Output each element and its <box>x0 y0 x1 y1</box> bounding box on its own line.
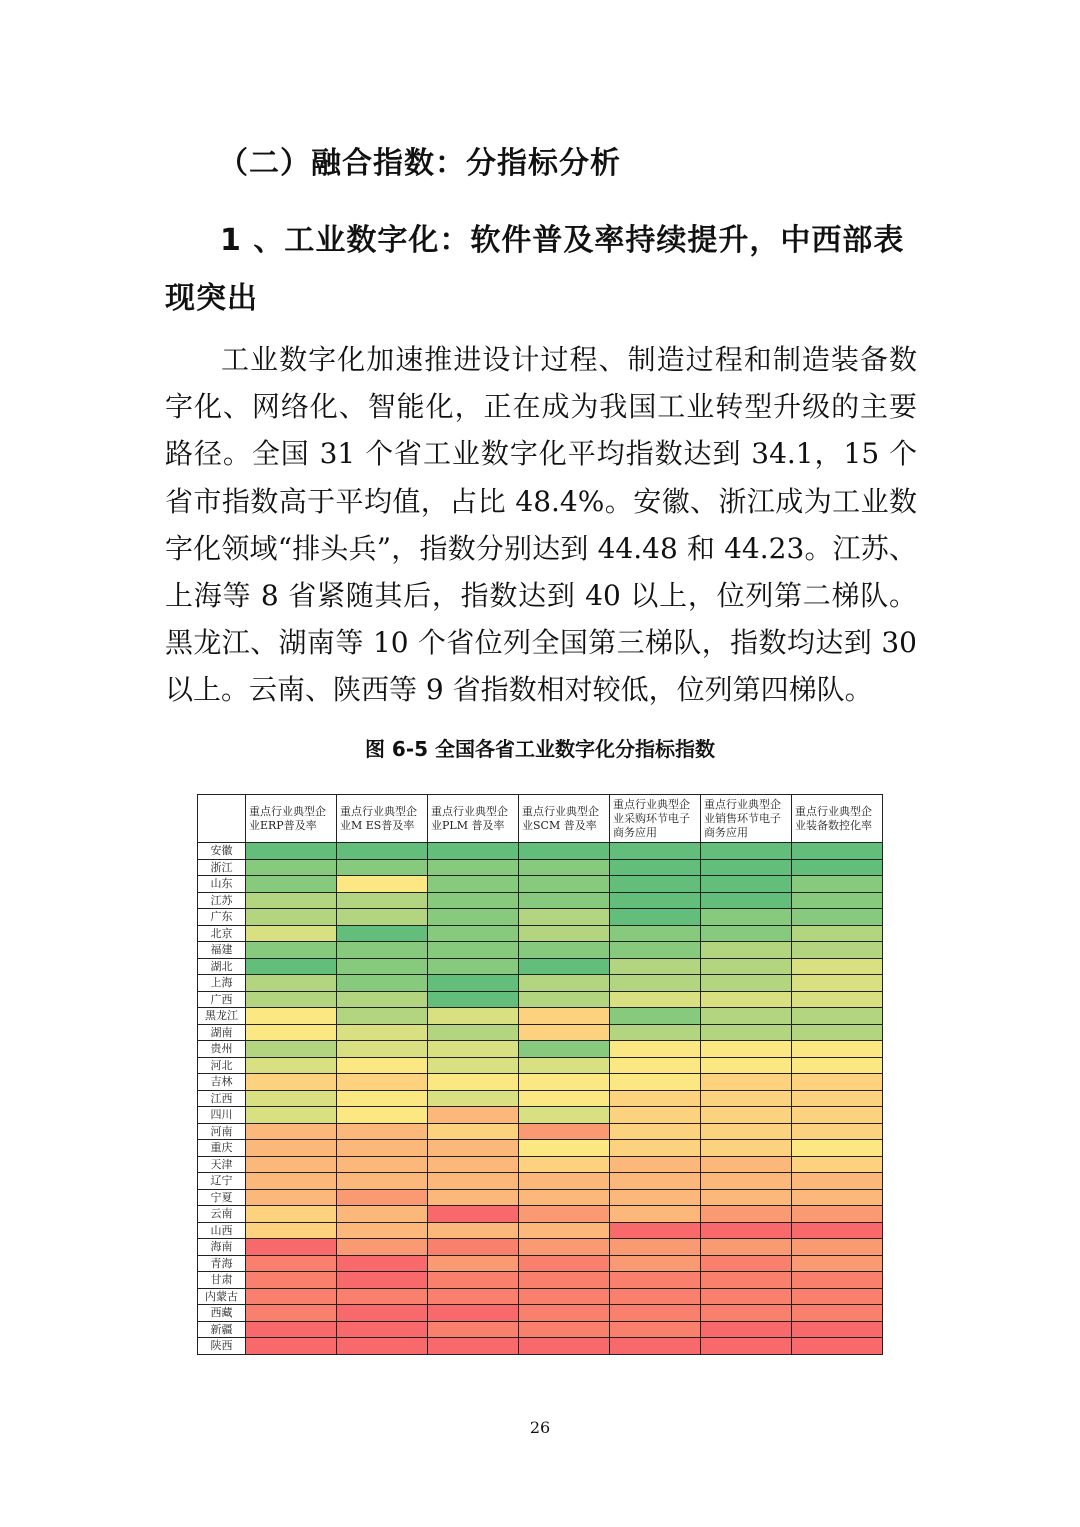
heatmap-cell <box>610 1140 701 1157</box>
heatmap-cell <box>519 991 610 1008</box>
heatmap-cell <box>428 1239 519 1256</box>
heatmap-cell <box>610 1074 701 1091</box>
heatmap-cell <box>701 843 792 860</box>
heatmap-cell <box>246 1321 337 1338</box>
heatmap-cell <box>337 1338 428 1355</box>
heatmap-cell <box>792 1222 883 1239</box>
heatmap-cell <box>701 991 792 1008</box>
heatmap-cell <box>428 1008 519 1025</box>
heatmap-cell <box>428 1173 519 1190</box>
heatmap-cell <box>519 1338 610 1355</box>
heatmap-cell <box>337 991 428 1008</box>
heatmap-cell <box>519 975 610 992</box>
heatmap-cell <box>246 1338 337 1355</box>
heatmap-row <box>198 1140 883 1157</box>
heatmap-cell <box>428 859 519 876</box>
heatmap-cell <box>337 925 428 942</box>
heatmap-cell <box>337 1288 428 1305</box>
heatmap-cell <box>428 975 519 992</box>
heatmap-cell <box>519 843 610 860</box>
heatmap-cell <box>792 1239 883 1256</box>
heatmap-cell <box>792 876 883 893</box>
heatmap-cell <box>610 1123 701 1140</box>
heatmap-cell <box>337 1272 428 1289</box>
heatmap-cell <box>701 1305 792 1322</box>
heatmap-row <box>198 1008 883 1025</box>
heatmap-cell <box>610 958 701 975</box>
section-heading: （二）融合指数：分指标分析 <box>218 146 621 181</box>
heatmap-row <box>198 892 883 909</box>
heatmap-cell <box>519 1255 610 1272</box>
heatmap-cell <box>701 942 792 959</box>
heatmap-cell <box>792 925 883 942</box>
heatmap-cell <box>792 1206 883 1223</box>
heatmap-cell <box>610 1255 701 1272</box>
row-label: 黑龙江 <box>198 1008 246 1025</box>
heatmap-cell <box>610 942 701 959</box>
heatmap-cell <box>519 1288 610 1305</box>
heatmap-cell <box>792 1041 883 1058</box>
heatmap-cell <box>792 1305 883 1322</box>
row-label: 云南 <box>198 1206 246 1223</box>
row-label: 山西 <box>198 1222 246 1239</box>
heatmap-row <box>198 975 883 992</box>
row-label: 湖南 <box>198 1024 246 1041</box>
heatmap-cell <box>428 925 519 942</box>
body-paragraph: 工业数字化加速推进设计过程、制造过程和制造装备数字化、网络化、智能化，正在成为我国工业转型升级的主要路径。全国 31 个省工业数字化平均指数达到 34.1，15 个省市指数高于平均值，占比 48.4%。安徽、浙江成为工业数字化领域“排头兵”，指数分别达到 44.48 和 44.23。江苏、上海等 8 省紧随其后，指数达到 40 以上，位列第二梯队。黑龙江、湖南等 10 个省位列全国第三梯队，指数均达到 30 以上。云南、陕西等 9 省指数相对较低，位列第四梯队。 <box>165 343 917 707</box>
heatmap-cell <box>792 942 883 959</box>
heatmap-cell <box>701 1206 792 1223</box>
heatmap-cell <box>610 1057 701 1074</box>
heatmap-cell <box>792 1024 883 1041</box>
heatmap-cell <box>792 1255 883 1272</box>
heatmap-cell <box>610 1156 701 1173</box>
heatmap-cell <box>610 1272 701 1289</box>
heatmap-cell <box>792 958 883 975</box>
heatmap-row <box>198 1222 883 1239</box>
heatmap-row <box>198 1288 883 1305</box>
heatmap-cell <box>246 1074 337 1091</box>
heatmap-cell <box>610 991 701 1008</box>
row-label: 浙江 <box>198 859 246 876</box>
heatmap-cell <box>610 1107 701 1124</box>
heatmap-cell <box>428 1272 519 1289</box>
heatmap-cell <box>337 1255 428 1272</box>
heatmap-cell <box>792 843 883 860</box>
heatmap-row <box>198 1074 883 1091</box>
row-label: 内蒙古 <box>198 1288 246 1305</box>
heatmap-cell <box>246 1156 337 1173</box>
heatmap-cell <box>792 975 883 992</box>
heatmap-cell <box>519 1321 610 1338</box>
heatmap-cell <box>610 859 701 876</box>
page-number: 26 <box>529 1418 551 1437</box>
heatmap-cell <box>428 843 519 860</box>
row-label: 上海 <box>198 975 246 992</box>
heatmap-cell <box>246 958 337 975</box>
heatmap-cell <box>519 958 610 975</box>
heatmap-cell <box>701 892 792 909</box>
heatmap-cell <box>701 958 792 975</box>
heatmap-row <box>198 1338 883 1355</box>
heatmap-row <box>198 942 883 959</box>
heatmap-cell <box>701 1140 792 1157</box>
heatmap-cell <box>701 1008 792 1025</box>
heatmap-cell <box>337 843 428 860</box>
heatmap-cell <box>246 909 337 926</box>
heatmap-row <box>198 1239 883 1256</box>
heatmap-cell <box>246 1239 337 1256</box>
row-label: 辽宁 <box>198 1173 246 1190</box>
row-label: 北京 <box>198 925 246 942</box>
heatmap-cell <box>337 1140 428 1157</box>
heatmap-cell <box>610 925 701 942</box>
heatmap-cell <box>428 876 519 893</box>
heatmap-cell <box>701 925 792 942</box>
heatmap-cell <box>428 1140 519 1157</box>
heatmap-cell <box>701 1255 792 1272</box>
heatmap-cell <box>610 1288 701 1305</box>
column-header: 重点行业典型企业销售环节电子商务应用 <box>701 795 792 843</box>
heatmap-cell <box>792 1321 883 1338</box>
heatmap-cell <box>246 1090 337 1107</box>
row-label: 陕西 <box>198 1338 246 1355</box>
heatmap-cell <box>519 1189 610 1206</box>
heatmap-cell <box>428 1024 519 1041</box>
heatmap-cell <box>610 876 701 893</box>
heatmap-cell <box>701 1090 792 1107</box>
heatmap-row <box>198 859 883 876</box>
row-label: 吉林 <box>198 1074 246 1091</box>
heatmap-cell <box>519 942 610 959</box>
heatmap-cell <box>610 1222 701 1239</box>
heatmap-row <box>198 1057 883 1074</box>
heatmap-row <box>198 991 883 1008</box>
heatmap-cell <box>792 991 883 1008</box>
heatmap-cell <box>246 1288 337 1305</box>
heatmap-row <box>198 1107 883 1124</box>
heatmap-row <box>198 1272 883 1289</box>
heatmap-cell <box>246 1107 337 1124</box>
heatmap-cell <box>701 1123 792 1140</box>
heatmap-cell <box>428 1305 519 1322</box>
heatmap-cell <box>246 1305 337 1322</box>
heatmap-cell <box>610 1024 701 1041</box>
heatmap-cell <box>519 1024 610 1041</box>
heatmap-cell <box>246 892 337 909</box>
row-label: 海南 <box>198 1239 246 1256</box>
row-label: 广东 <box>198 909 246 926</box>
heatmap-cell <box>792 859 883 876</box>
heatmap-cell <box>610 1206 701 1223</box>
heatmap-cell <box>610 1090 701 1107</box>
column-header: 重点行业典型企业采购环节电子商务应用 <box>610 795 701 843</box>
heatmap-cell <box>337 1057 428 1074</box>
heatmap-cell <box>337 1156 428 1173</box>
heatmap-row <box>198 1189 883 1206</box>
heatmap-cell <box>519 1008 610 1025</box>
heatmap-cell <box>428 1156 519 1173</box>
heatmap-cell <box>519 1074 610 1091</box>
row-label: 湖北 <box>198 958 246 975</box>
heatmap-cell <box>701 1041 792 1058</box>
heatmap-cell <box>428 958 519 975</box>
heatmap-cell <box>610 975 701 992</box>
heatmap-cell <box>428 1107 519 1124</box>
heatmap-cell <box>428 1057 519 1074</box>
heatmap-row <box>198 909 883 926</box>
heatmap-cell <box>246 843 337 860</box>
row-label: 河北 <box>198 1057 246 1074</box>
heatmap-cell <box>610 1041 701 1058</box>
heatmap-cell <box>610 1239 701 1256</box>
heatmap-cell <box>337 1074 428 1091</box>
heatmap-cell <box>337 1305 428 1322</box>
heatmap-cell <box>246 1024 337 1041</box>
row-label: 福建 <box>198 942 246 959</box>
heatmap-cell <box>701 1288 792 1305</box>
heatmap-row <box>198 1041 883 1058</box>
heatmap-cell <box>792 909 883 926</box>
heatmap-cell <box>337 1222 428 1239</box>
heatmap-cell <box>519 1156 610 1173</box>
row-label: 山东 <box>198 876 246 893</box>
heatmap-row <box>198 1173 883 1190</box>
heatmap-cell <box>337 909 428 926</box>
heatmap-cell <box>701 1189 792 1206</box>
heatmap-cell <box>792 1189 883 1206</box>
heatmap-cell <box>519 1206 610 1223</box>
heatmap-cell <box>519 909 610 926</box>
figure-caption: 图 6-5 全国各省工业数字化分指标指数 <box>364 737 716 761</box>
heatmap-cell <box>246 1140 337 1157</box>
heatmap-cell <box>610 1321 701 1338</box>
heatmap-cell <box>519 1107 610 1124</box>
subsection-heading: 1 、工业数字化：软件普及率持续提升，中西部表现突出 <box>165 223 905 316</box>
heatmap-cell <box>701 1239 792 1256</box>
heatmap-cell <box>610 1338 701 1355</box>
heatmap-row <box>198 1206 883 1223</box>
row-label: 新疆 <box>198 1321 246 1338</box>
heatmap-cell <box>519 876 610 893</box>
row-label: 贵州 <box>198 1041 246 1058</box>
heatmap-cell <box>792 1338 883 1355</box>
row-label: 安徽 <box>198 843 246 860</box>
heatmap-cell <box>701 859 792 876</box>
heatmap-cell <box>428 1288 519 1305</box>
heatmap-cell <box>701 1107 792 1124</box>
heatmap-cell <box>519 925 610 942</box>
heatmap-cell <box>337 1041 428 1058</box>
heatmap-cell <box>337 1321 428 1338</box>
heatmap-cell <box>428 1189 519 1206</box>
heatmap-cell <box>428 991 519 1008</box>
heatmap-cell <box>246 1272 337 1289</box>
heatmap-cell <box>610 1305 701 1322</box>
heatmap-cell <box>519 1090 610 1107</box>
row-label: 江西 <box>198 1090 246 1107</box>
heatmap-row <box>198 1156 883 1173</box>
column-header: 重点行业典型企业装备数控化率 <box>792 795 883 843</box>
column-header: 重点行业典型企业SCM 普及率 <box>519 795 610 843</box>
heatmap-cell <box>519 892 610 909</box>
heatmap-cell <box>428 1123 519 1140</box>
row-label: 宁夏 <box>198 1189 246 1206</box>
heatmap-cell <box>701 1074 792 1091</box>
column-header: 重点行业典型企业ERP普及率 <box>246 795 337 843</box>
heatmap-cell <box>519 1057 610 1074</box>
heatmap-cell <box>701 876 792 893</box>
heatmap-cell <box>792 1074 883 1091</box>
heatmap-cell <box>428 1255 519 1272</box>
heatmap-cell <box>246 991 337 1008</box>
heatmap-row <box>198 843 883 860</box>
heatmap-cell <box>246 876 337 893</box>
heatmap-cell <box>428 1222 519 1239</box>
heatmap-cell <box>519 1239 610 1256</box>
heatmap-cell <box>701 1222 792 1239</box>
heatmap-cell <box>246 1173 337 1190</box>
heatmap-row <box>198 925 883 942</box>
heatmap-row <box>198 1024 883 1041</box>
heatmap-row <box>198 958 883 975</box>
row-label: 西藏 <box>198 1305 246 1322</box>
heatmap-cell <box>428 1206 519 1223</box>
heatmap-row <box>198 1123 883 1140</box>
heatmap-cell <box>519 1222 610 1239</box>
heatmap-cell <box>246 1189 337 1206</box>
heatmap-cell <box>792 892 883 909</box>
row-label: 江苏 <box>198 892 246 909</box>
heatmap-cell <box>428 892 519 909</box>
row-label: 河南 <box>198 1123 246 1140</box>
heatmap-cell <box>519 1173 610 1190</box>
heatmap-cell <box>792 1090 883 1107</box>
heatmap-cell <box>428 1074 519 1091</box>
heatmap-cell <box>246 975 337 992</box>
column-header: 重点行业典型企业PLM 普及率 <box>428 795 519 843</box>
heatmap-cell <box>792 1123 883 1140</box>
heatmap-cell <box>246 1057 337 1074</box>
heatmap-cell <box>519 1272 610 1289</box>
row-label: 青海 <box>198 1255 246 1272</box>
heatmap-body <box>198 843 883 1355</box>
heatmap-cell <box>337 1239 428 1256</box>
heatmap-cell <box>701 1173 792 1190</box>
heatmap-cell <box>701 1272 792 1289</box>
heatmap-cell <box>337 1206 428 1223</box>
heatmap-cell <box>246 1008 337 1025</box>
heatmap-cell <box>792 1140 883 1157</box>
heatmap-cell <box>337 1107 428 1124</box>
heatmap-cell <box>701 1338 792 1355</box>
column-header: 重点行业典型企业M ES普及率 <box>337 795 428 843</box>
heatmap-cell <box>792 1107 883 1124</box>
heatmap-row <box>198 1321 883 1338</box>
heatmap-cell <box>701 1156 792 1173</box>
heatmap-cell <box>246 1123 337 1140</box>
heatmap-cell <box>792 1272 883 1289</box>
heatmap-cell <box>792 1173 883 1190</box>
heatmap-table <box>197 794 883 1355</box>
heatmap-cell <box>337 958 428 975</box>
heatmap-cell <box>792 1057 883 1074</box>
heatmap-cell <box>428 1041 519 1058</box>
heatmap-cell <box>519 1140 610 1157</box>
heatmap-row <box>198 876 883 893</box>
heatmap-corner-cell <box>198 795 246 843</box>
heatmap-cell <box>337 1090 428 1107</box>
heatmap-cell <box>246 1222 337 1239</box>
heatmap-cell <box>519 1041 610 1058</box>
heatmap-cell <box>519 1123 610 1140</box>
heatmap-cell <box>701 975 792 992</box>
heatmap-cell <box>428 1090 519 1107</box>
heatmap-cell <box>337 876 428 893</box>
heatmap-cell <box>610 909 701 926</box>
heatmap-cell <box>610 1173 701 1190</box>
heatmap-cell <box>610 892 701 909</box>
row-label: 广西 <box>198 991 246 1008</box>
heatmap-cell <box>792 1156 883 1173</box>
heatmap-cell <box>428 909 519 926</box>
heatmap-header-row <box>198 795 883 843</box>
heatmap-cell <box>428 942 519 959</box>
heatmap-cell <box>337 1024 428 1041</box>
heatmap-cell <box>337 1008 428 1025</box>
row-label: 四川 <box>198 1107 246 1124</box>
heatmap-cell <box>246 925 337 942</box>
heatmap-cell <box>428 1321 519 1338</box>
heatmap-cell <box>792 1288 883 1305</box>
row-label: 重庆 <box>198 1140 246 1157</box>
heatmap-cell <box>246 859 337 876</box>
heatmap-cell <box>337 975 428 992</box>
heatmap-cell <box>519 1305 610 1322</box>
heatmap-cell <box>337 1189 428 1206</box>
row-label: 天津 <box>198 1156 246 1173</box>
heatmap-cell <box>701 1024 792 1041</box>
heatmap-row <box>198 1090 883 1107</box>
heatmap-cell <box>610 1008 701 1025</box>
heatmap-cell <box>610 1189 701 1206</box>
heatmap-cell <box>246 1206 337 1223</box>
heatmap-cell <box>701 1321 792 1338</box>
heatmap-cell <box>246 1041 337 1058</box>
heatmap-cell <box>792 1008 883 1025</box>
heatmap-cell <box>610 843 701 860</box>
heatmap-cell <box>246 1255 337 1272</box>
heatmap-cell <box>519 859 610 876</box>
heatmap-cell <box>337 1173 428 1190</box>
heatmap-cell <box>337 892 428 909</box>
heatmap-cell <box>428 1338 519 1355</box>
heatmap-row <box>198 1255 883 1272</box>
heatmap-cell <box>701 1057 792 1074</box>
heatmap-cell <box>337 1123 428 1140</box>
heatmap-cell <box>337 859 428 876</box>
heatmap-row <box>198 1305 883 1322</box>
row-label: 甘肃 <box>198 1272 246 1289</box>
heatmap-cell <box>337 942 428 959</box>
heatmap-cell <box>701 909 792 926</box>
heatmap-cell <box>246 942 337 959</box>
